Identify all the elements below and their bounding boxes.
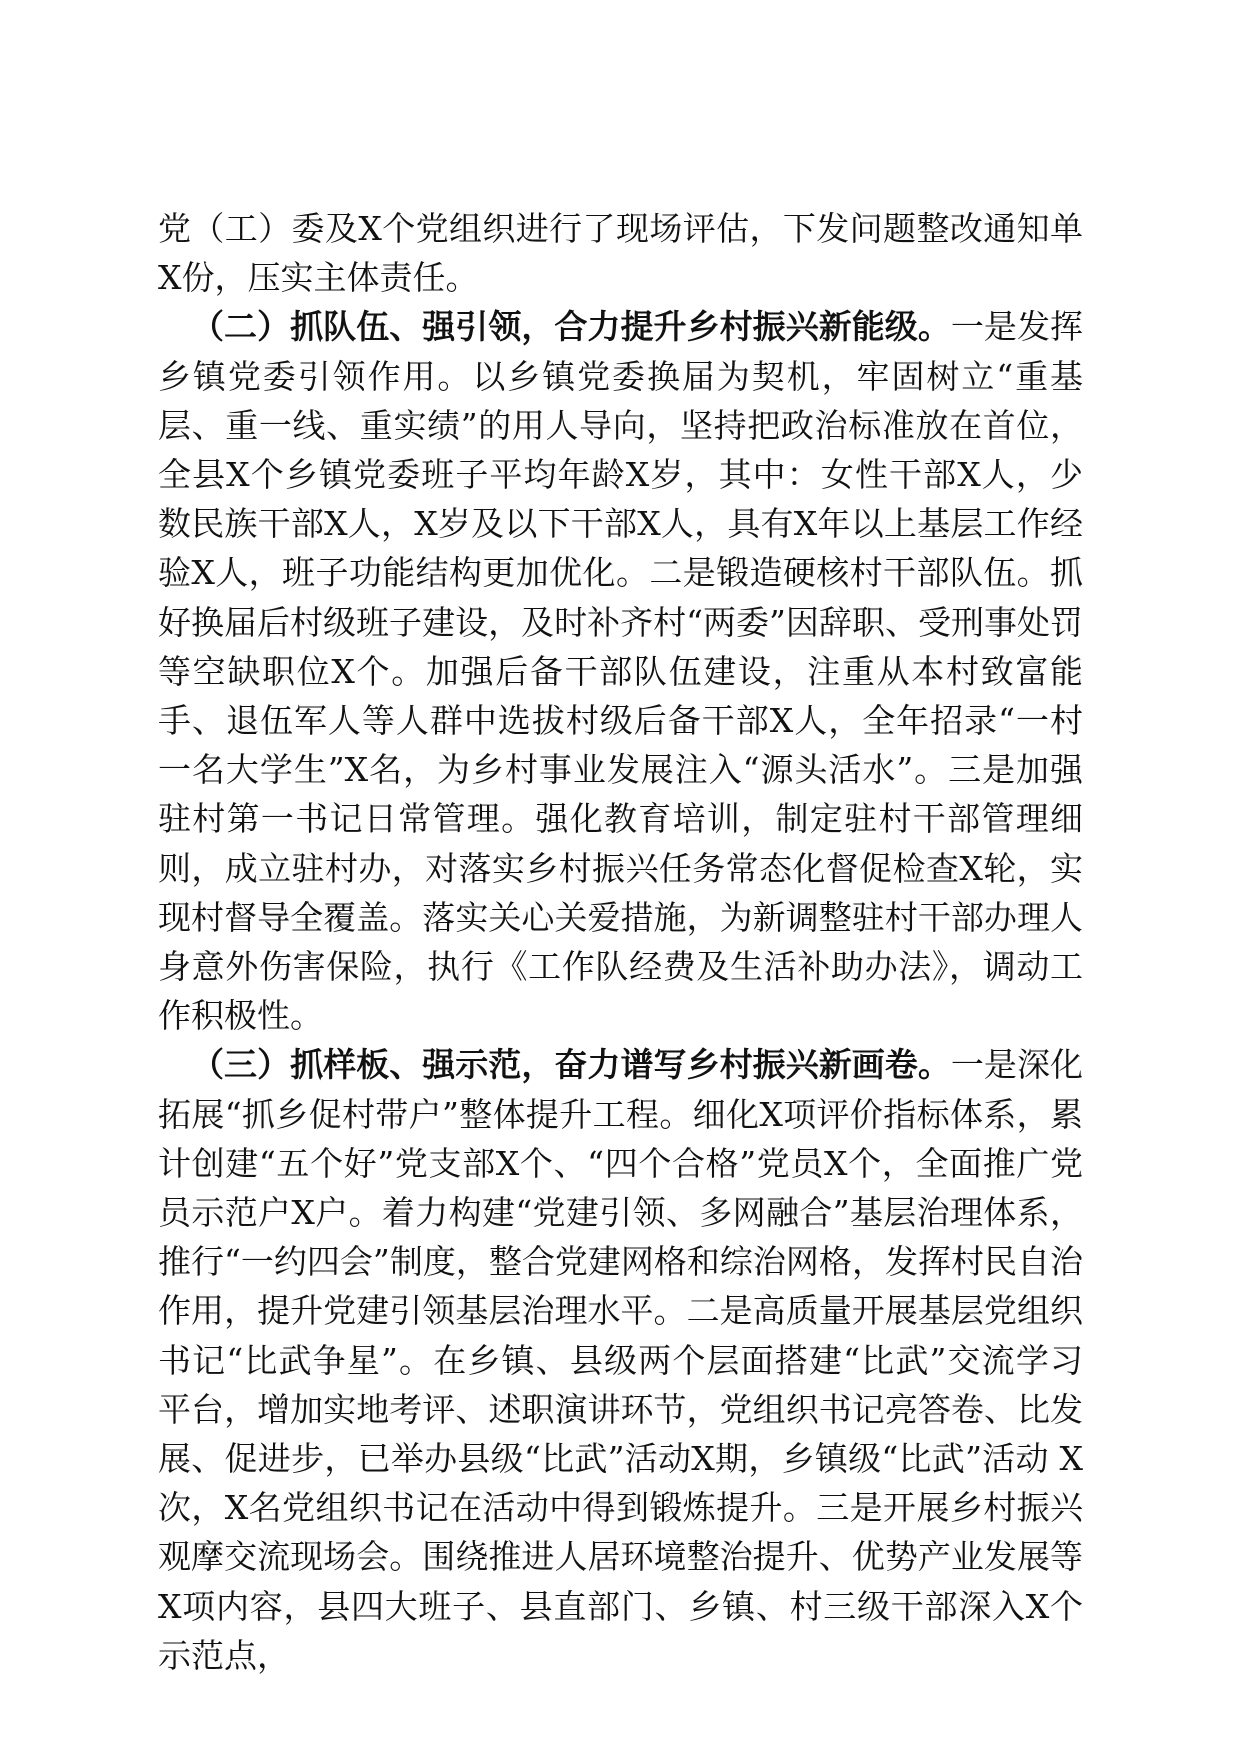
paragraph-section-2 (158, 302, 1083, 1040)
paragraph-section-3 (158, 1040, 1083, 1680)
section-heading: （二）抓队伍、强引领，合力提升乡村振兴新能级。 (191, 307, 951, 347)
section-heading: （三）抓样板、强示范，奋力谱写乡村振兴新画卷。 (191, 1045, 951, 1085)
paragraph-body: 党（工）委及X个党组织进行了现场评估，下发问题整改通知单X份，压实主体责任。 (158, 209, 1083, 298)
paragraph-continuation (158, 204, 1083, 302)
paragraph-body: 一是发挥乡镇党委引领作用。以乡镇党委换届为契机，牢固树立“重基层、重一线、重实绩”的用人导向，坚持把政治标准放在首位，全县X个乡镇党委班子平均年龄X岁，其中：女性干部X人，少数民族干部X人，X岁及以下干部X人，具有X年以上基层工作经验X人，班子功能结构更加优化。二是锻造硬核村干部队伍。抓好换届后村级班子建设，及时补齐村“两委”因辞职、受刑事处罚等空缺职位X个。加强后备干部队伍建设，注重从本村致富能手、退伍军人等人群中选拔村级后备干部X人，全年招录“一村一名大学生”X名，为乡村事业发展注入“源头活水”。三是加强驻村第一书记日常管理。强化教育培训，制定驻村干部管理细则，成立驻村办，对落实乡村振兴任务常态化督促检查X轮，实现村督导全覆盖。落实关心关爱措施，为新调整驻村干部办理人身意外伤害保险，执行《工作队经费及生活补助办法》，调动工作积极性。 (158, 307, 1084, 1036)
paragraph-body: 一是深化拓展“抓乡促村带户”整体提升工程。细化X项评价指标体系，累计创建“五个好”党支部X个、“四个合格”党员X个，全面推广党员示范户X户。着力构建“党建引领、多网融合”基层治理体系，推行“一约四会”制度，整合党建网格和综治网格，发挥村民自治作用，提升党建引领基层治理水平。二是高质量开展基层党组织书记“比武争星”。在乡镇、县级两个层面搭建“比武”交流学习平台，增加实地考评、述职演讲环节，党组织书记亮答卷、比发展、促进步，已举办县级“比武”活动X期，乡镇级“比武”活动 X次，X名党组织书记在活动中得到锻炼提升。三是开展乡村振兴观摩交流现场会。围绕推进人居环境整治提升、优势产业发展等X项内容，县四大班子、县直部门、乡镇、村三级干部深入X个示范点， (158, 1045, 1084, 1675)
document-body (158, 204, 1083, 1680)
